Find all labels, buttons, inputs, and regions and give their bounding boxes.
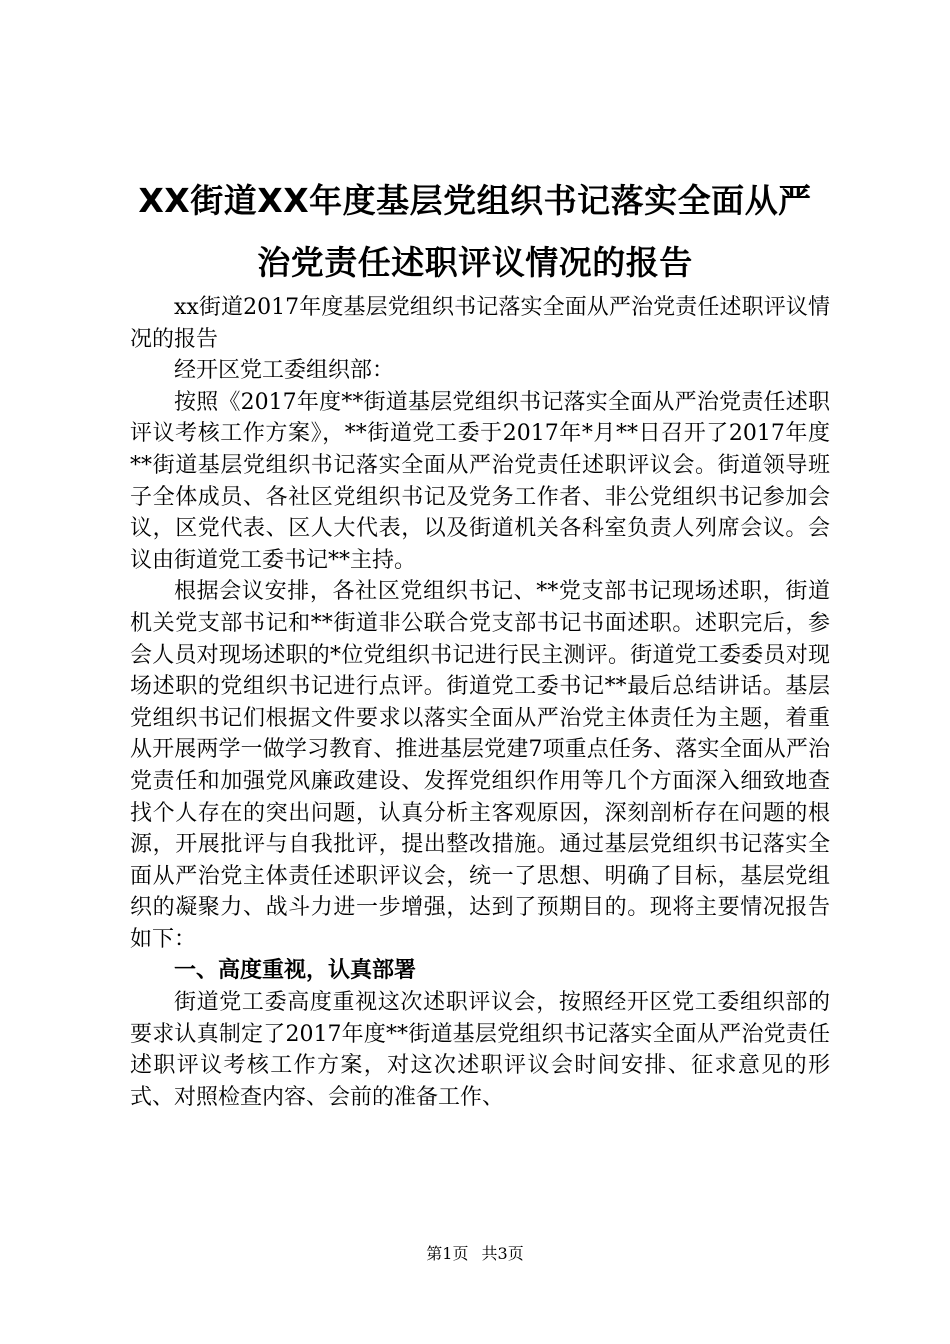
section-paragraph: 街道党工委高度重视这次述职评议会，按照经开区党工委组织部的要求认真制定了2017年度**街道基层党组织书记落实全面从严治党责任述职评议考核工作方案，对这次述职评议会时间安排、征求意见的形式、对照检查内容、会前的准备工作、 [130, 990, 830, 1110]
body-paragraph: 根据会议安排，各社区党组织书记、**党支部书记现场述职，街道机关党支部书记和**街道非公联合党支部书记书面述职。述职完后，参会人员对现场述职的*位党组织书记进行民主测评。街道党工委委员对现场述职的党组织书记进行点评。街道党工委书记**最后总结讲话。基层党组织书记们根据文件要求以落实全面从严治党主体责任为主题，着重从开展两学一做学习教育、推进基层党建7项重点任务、落实全面从严治党责任和加强党风廉政建设、发挥党组织作用等几个方面深入细致地查找个人存在的突出问题，认真分析主客观原因，深刻剖析存在问题的根源，开展批评与自我批评，提出整改措施。通过基层党组织书记落实全面从严治党主体责任述职评议会，统一了思想、明确了目标，基层党组织的凝聚力、战斗力进一步增强，达到了预期目的。现将主要情况报告如下： [130, 579, 830, 952]
document-body [130, 292, 830, 1113]
body-paragraph: 按照《2017年度**街道基层党组织书记落实全面从严治党责任述职评议考核工作方案》，**街道党工委于2017年*月**日召开了2017年度**街道基层党组织书记落实全面从严治党责任述职评议会。街道领导班子全体成员、各社区党组织书记及党务工作者、非公党组织书记参加会议，区党代表、区人大代表，以及街道机关各科室负责人列席会议。会议由街道党工委书记**主持。 [130, 389, 830, 573]
title-line-2: 治党责任述职评议情况的报告 [257, 243, 693, 282]
document-title [110, 170, 840, 294]
page-footer [0, 1244, 950, 1264]
title-line-1: XX街道XX年度基层党组织书记落实全面从严 [138, 181, 812, 220]
addressee-paragraph: 经开区党工委组织部： [174, 358, 395, 384]
section-heading: 一、高度重视，认真部署 [174, 958, 417, 984]
page-total: 共3页 [481, 1244, 524, 1263]
report-subtitle-paragraph: xx街道2017年度基层党组织书记落实全面从严治党责任述职评议情况的报告 [130, 295, 830, 352]
page-number: 第1页 [426, 1244, 469, 1263]
